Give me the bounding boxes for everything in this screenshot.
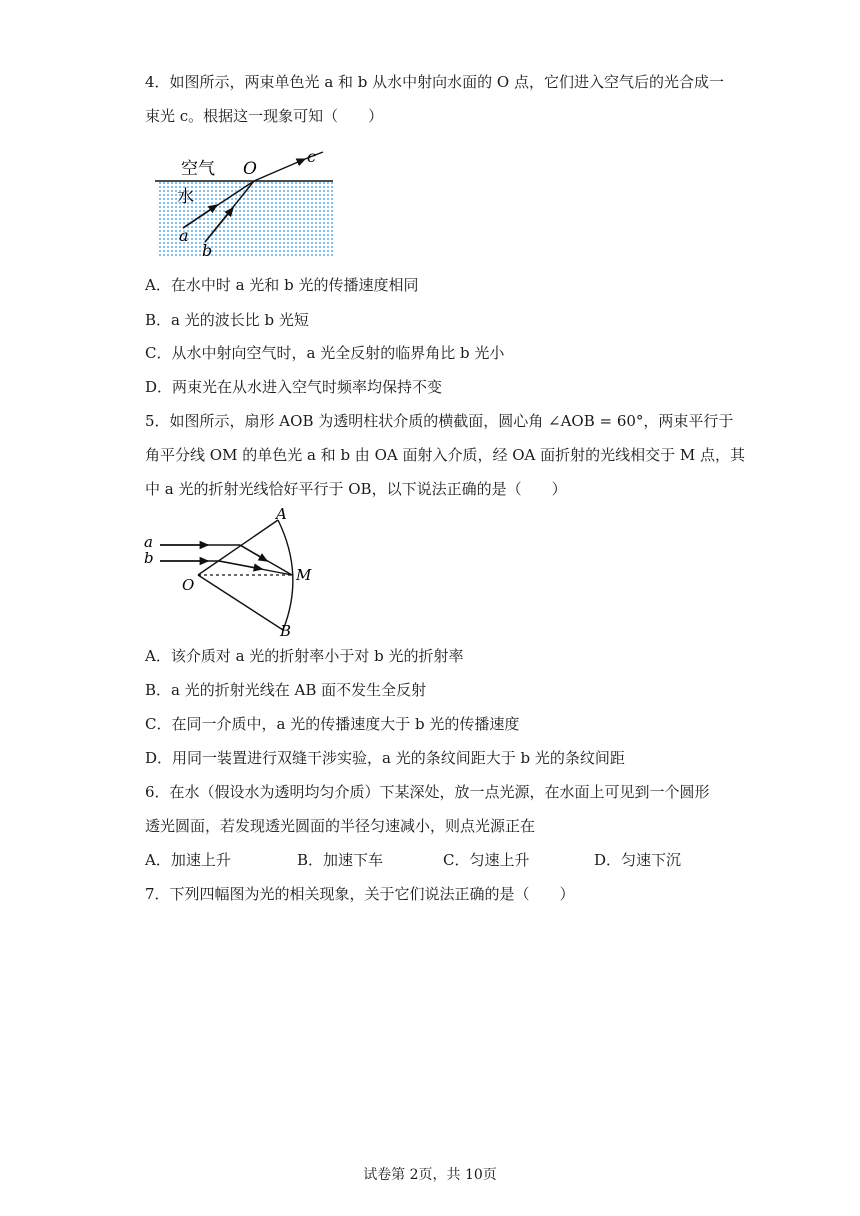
q6-option-d: D．匀速下沉 <box>594 851 682 869</box>
q5-stem-line3: 中 a 光的折射光线恰好平行于 OB，以下说法正确的是（ ） <box>145 480 567 498</box>
q4-refraction-figure <box>155 142 335 260</box>
page-footer: 试卷第 2页，共 10页 <box>363 1167 497 1183</box>
q5-option-b: B．a 光的折射光线在 AB 面不发生全反射 <box>145 681 427 699</box>
radius-OB <box>198 575 283 630</box>
q6-option-c: C．匀速上升 <box>443 851 530 869</box>
q4-stem-line2: 束光 c。根据这一现象可知（ ） <box>145 107 384 125</box>
air-label: 空气 <box>181 159 215 179</box>
q5-stem-line2: 角平分线 OM 的单色光 a 和 b 由 OA 面射入介质，经 OA 面折射的光线相交于 M 点，其 <box>145 446 746 464</box>
q6-stem-line1: 6．在水（假设水为透明均匀介质）下某深处，放一点光源，在水面上可见到一个圆形 <box>145 783 710 801</box>
q5-stem-line1: 5．如图所示，扇形 AOB 为透明柱状介质的横截面，圆心角 ∠AOB = 60°，两束平行于 <box>145 412 734 430</box>
q4-option-c: C．从水中射向空气时，a 光全反射的临界角比 b 光小 <box>145 344 505 362</box>
point-O-label: O <box>243 159 257 179</box>
q6-option-a: A．加速上升 <box>145 851 231 869</box>
q4-option-a: A．在水中时 a 光和 b 光的传播速度相同 <box>145 276 419 294</box>
refracted-a-arrow <box>240 545 267 561</box>
q5-sector-figure <box>140 505 330 640</box>
point-A-label: A <box>276 505 287 523</box>
ray-c-label: c <box>307 147 316 166</box>
ray-c <box>254 159 305 181</box>
q6-option-b: B．加速下车 <box>297 851 384 869</box>
q5-option-c: C．在同一介质中，a 光的传播速度大于 b 光的传播速度 <box>145 715 520 733</box>
ray-b-label: b <box>144 549 154 567</box>
ray-a-label: a <box>179 226 189 245</box>
q5-option-d: D．用同一装置进行双缝干涉实验，a 光的条纹间距大于 b 光的条纹间距 <box>145 749 625 767</box>
q5-option-a: A．该介质对 a 光的折射率小于对 b 光的折射率 <box>145 647 464 665</box>
q4-option-d: D．两束光在从水进入空气时频率均保持不变 <box>145 378 443 396</box>
refracted-b-arrow <box>219 561 262 569</box>
ray-b-label: b <box>202 241 213 260</box>
radius-OA <box>198 520 278 575</box>
point-O-label: O <box>182 576 195 594</box>
point-M-label: M <box>296 566 312 584</box>
ray-a-label: a <box>144 533 153 551</box>
q7-stem-line1: 7．下列四幅图为光的相关现象，关于它们说法正确的是（ ） <box>145 885 575 903</box>
water-label: 水 <box>177 187 194 207</box>
point-B-label: B <box>280 622 292 640</box>
q4-option-b: B．a 光的波长比 b 光短 <box>145 311 309 329</box>
q4-stem-line1: 4．如图所示，两束单色光 a 和 b 从水中射向水面的 O 点，它们进入空气后的光合成一 <box>145 73 724 91</box>
q6-stem-line2: 透光圆面，若发现透光圆面的半径匀速减小，则点光源正在 <box>145 817 536 835</box>
